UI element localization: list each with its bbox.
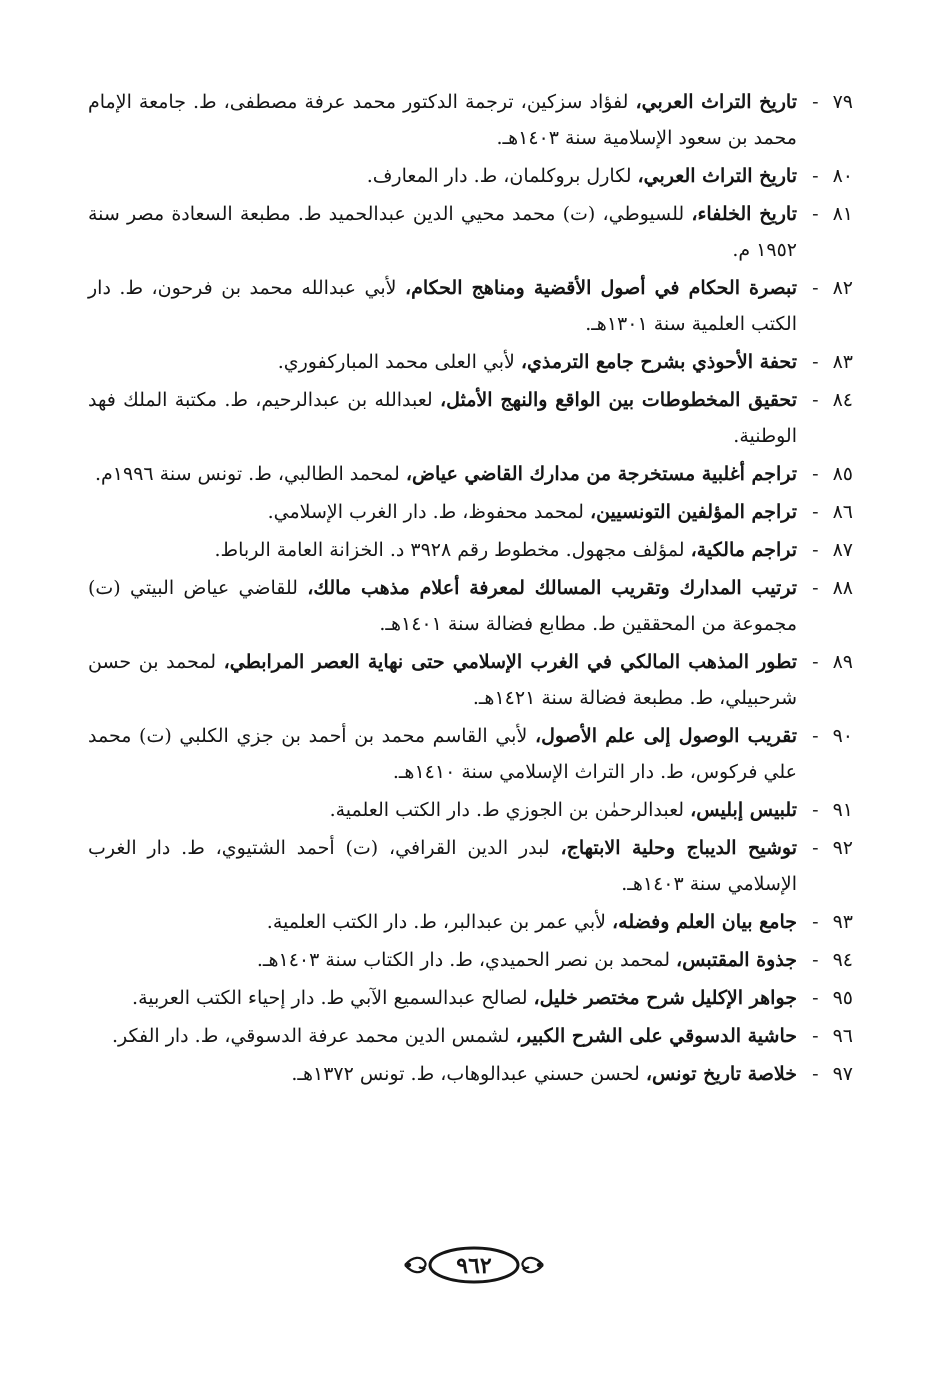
entry-details: لأبي عمر بن عبدالبر، ط. دار الكتب العلمية. [266,911,606,933]
entry-title: جذوة المقتبس، [676,949,797,971]
entry-details: لأبي العلى محمد المباركفوري. [277,351,515,373]
bibliography-entry [88,196,853,268]
bibliography-entry [88,644,853,716]
bibliography-entry [88,84,853,156]
entry-details: لمحمد بن نصر الحميدي، ط. دار الكتاب سنة ١٤٠٣هـ. [256,949,670,971]
entry-number: ٨٧ - [812,539,853,561]
entry-details: لمحمد الطالبي، ط. تونس سنة ١٩٩٦م. [94,463,400,485]
bibliography-entry [88,830,853,902]
entry-details: لصالح عبدالسميع الآبي ط. دار إحياء الكتب العربية. [132,987,528,1009]
bibliography-entry [88,494,853,530]
entry-text [88,792,797,828]
bibliography-entry [88,382,853,454]
bibliography-entry [88,942,853,978]
entry-details: لفؤاد سزكين، ترجمة الدكتور محمد عرفة مصطفى، ط. جامعة الإمام محمد بن سعود الإسلامية سنة ١٤٠٣هـ. [88,91,797,149]
entry-title: تلبيس إبليس، [690,799,797,821]
bibliography-entry [88,344,853,380]
entry-title: تاريخ الخلفاء، [691,203,797,225]
entry-number: ٨١ - [812,203,853,225]
entry-title: تراجم المؤلفين التونسيين، [589,501,797,523]
bibliography-entry [88,904,853,940]
entry-text [88,84,797,156]
bibliography-entry [88,532,853,568]
entry-text [88,456,797,492]
entry-number: ٩٦ - [812,1025,853,1047]
bibliography-list [88,84,853,1094]
bibliography-entry [88,980,853,1016]
entry-number: ٨٠ - [812,165,853,187]
entry-number: ٨٣ - [812,351,853,373]
bibliography-entry [88,456,853,492]
entry-title: جامع بيان العلم وفضله، [612,911,797,933]
entry-details: لعبدالرحمٰن بن الجوزي ط. دار الكتب العلمية. [329,799,685,821]
entry-title: تحفة الأحوذي بشرح جامع الترمذي، [520,351,797,373]
entry-title: ترتيب المدارك وتقريب المسالك لمعرفة أعلام مذهب مالك، [307,577,798,599]
entry-number: ٨٤ - [812,389,853,411]
entry-text [88,942,797,978]
page-number: ٩٦٢ [455,1253,492,1279]
entry-number: ٨٨ - [812,577,853,599]
entry-number: ٩٥ - [812,987,853,1009]
bibliography-entry [88,792,853,828]
bibliography-entry [88,1018,853,1054]
page-number-ornament [0,1240,947,1290]
bibliography-entry [88,718,853,790]
entry-details: لحسن حسني عبدالوهاب، ط. تونس ١٣٧٢هـ. [291,1063,640,1085]
entry-details: لبدر الدين القرافي، (ت) أحمد الشتيوي، ط. دار الغرب الإسلامي سنة ١٤٠٣هـ. [88,837,797,895]
entry-text [88,980,797,1016]
entry-details: لمحمد محفوظ، ط. دار الغرب الإسلامي. [267,501,584,523]
ornament-frame-icon [399,1240,549,1290]
entry-details: للقاضي عياض البيتي (ت) مجموعة من المحققين ط. مطابع فضالة سنة ١٤٠١هـ. [88,577,797,635]
entry-text [88,570,797,642]
entry-number: ٨٩ - [812,651,853,673]
entry-text [88,494,797,530]
entry-title: تقريب الوصول إلى علم الأصول، [534,725,797,747]
entry-title: توشيح الديباج وحلية الابتهاج، [560,837,797,859]
entry-text [88,1018,797,1054]
entry-text [88,718,797,790]
entry-number: ٩٠ - [812,725,853,747]
bibliography-entry [88,1056,853,1092]
entry-title: تبصرة الحكام في أصول الأقضية ومناهج الحكام، [404,277,797,299]
entry-title: تحقيق المخطوطات بين الواقع والنهج الأمثل، [439,389,797,411]
entry-title: تطور المذهب المالكي في الغرب الإسلامي حتى نهاية العصر المرابطي، [223,651,798,673]
bibliography-entry [88,158,853,194]
entry-text [88,196,797,268]
entry-title: تراجم مالكية، [690,539,797,561]
entry-details: لمحمد بن حسن شرحبيلي، ط. مطبعة فضالة سنة ١٤٢١هـ. [88,651,797,709]
entry-number: ٩٧ - [812,1063,853,1085]
entry-details: لكارل بروكلمان، ط. دار المعارف. [366,165,632,187]
entry-number: ٩٢ - [812,837,853,859]
entry-number: ٨٦ - [812,501,853,523]
entry-number: ٩٤ - [812,949,853,971]
entry-number: ٧٩ - [812,91,853,113]
bibliography-entry [88,270,853,342]
entry-text [88,644,797,716]
entry-title: تاريخ التراث العربي، [637,165,797,187]
entry-text [88,532,797,568]
entry-number: ٨٢ - [812,277,853,299]
entry-text [88,158,797,194]
entry-details: لأبي عبدالله محمد بن فرحون، ط. دار الكتب العلمية سنة ١٣٠١هـ. [88,277,797,335]
entry-number: ٩١ - [812,799,853,821]
entry-title: خلاصة تاريخ تونس، [645,1063,797,1085]
entry-text [88,830,797,902]
entry-details: لمؤلف مجهول. مخطوط رقم ٣٩٢٨ د. الخزانة العامة الرباط. [214,539,685,561]
entry-title: تراجم أغلبية مستخرجة من مدارك القاضي عياض، [405,463,797,485]
entry-title: حاشية الدسوقي على الشرح الكبير، [515,1025,797,1047]
bibliography-entry [88,570,853,642]
entry-text [88,1056,797,1092]
entry-number: ٨٥ - [812,463,853,485]
entry-details: لعبدالله بن عبدالرحيم، ط. مكتبة الملك فهد الوطنية. [88,389,797,447]
entry-title: جواهر الإكليل شرح مختصر خليل، [533,987,797,1009]
entry-text [88,904,797,940]
entry-number: ٩٣ - [812,911,853,933]
entry-details: لشمس الدين محمد عرفة الدسوقي، ط. دار الفكر. [111,1025,510,1047]
entry-title: تاريخ التراث العربي، [635,91,797,113]
entry-text [88,344,797,380]
entry-text [88,382,797,454]
entry-text [88,270,797,342]
entry-details: لأبي القاسم محمد بن أحمد بن جزي الكلبي (ت) محمد علي فركوس، ط. دار التراث الإسلامي سنة ١٤١٠هـ. [88,725,797,783]
entry-details: للسيوطي، (ت) محمد محيي الدين عبدالحميد ط. مطبعة السعادة مصر سنة ١٩٥٢ م. [88,203,797,261]
